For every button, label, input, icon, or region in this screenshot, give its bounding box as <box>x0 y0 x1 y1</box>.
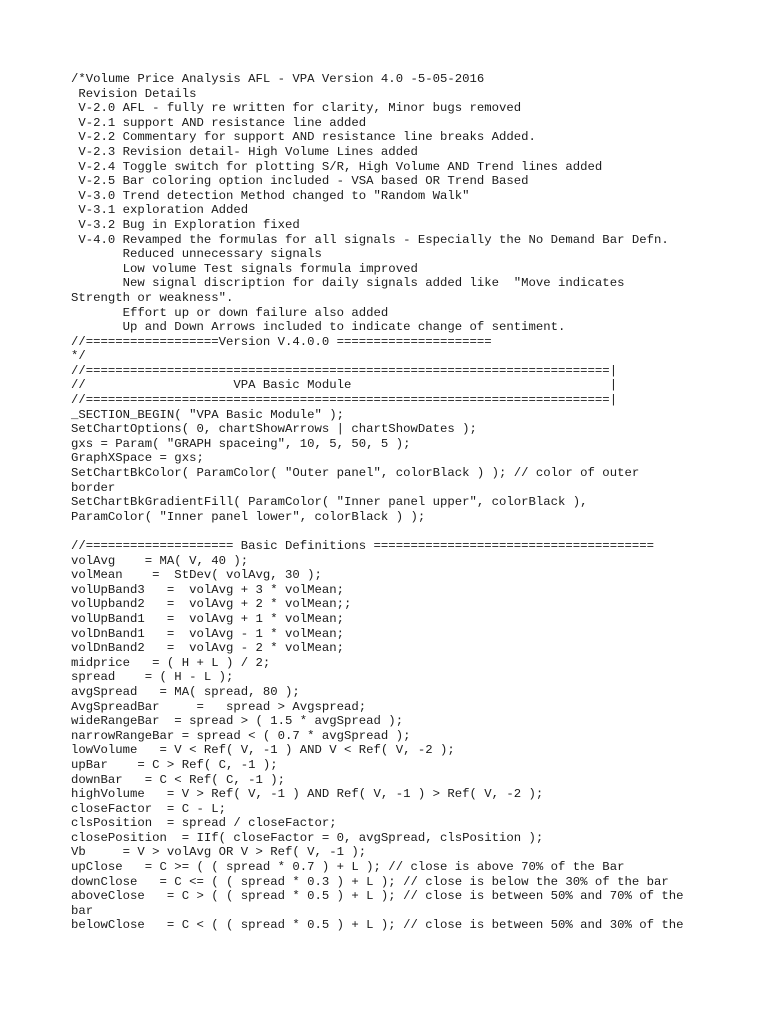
code-line: V-3.1 exploration Added <box>71 203 249 218</box>
code-line: midprice = ( H + L ) / 2; <box>71 655 271 670</box>
code-line: SetChartOptions( 0, chartShowArrows | chartShowDates ); <box>71 422 477 437</box>
code-line: downClose = C <= ( ( spread * 0.3 ) + L ); // close is below the 30% of the bar <box>71 874 669 889</box>
code-line: volUpBand3 = volAvg + 3 * volMean; <box>71 582 345 597</box>
code-line: V-2.1 support AND resistance line added <box>71 115 367 130</box>
code-line: AvgSpreadBar = spread > Avgspread; <box>71 699 367 714</box>
code-line: Vb = V > volAvg OR V > Ref( V, -1 ); <box>71 845 367 860</box>
code-line: bar <box>71 903 94 918</box>
code-line: // VPA Basic Module | <box>71 378 618 393</box>
code-line: V-2.4 Toggle switch for plotting S/R, High Volume AND Trend lines added <box>71 159 603 174</box>
code-line: SetChartBkColor( ParamColor( "Outer panel", colorBlack ) ); // color of outer <box>71 466 640 481</box>
code-line: volDnBand2 = volAvg - 2 * volMean; <box>71 641 345 656</box>
code-line: Strength or weakness". <box>71 290 234 305</box>
code-line: //==================== Basic Definitions ====================================== <box>71 539 654 553</box>
code-line: /*Volume Price Analysis AFL - VPA Version 4.0 -5-05-2016 <box>71 72 485 86</box>
code-line: upClose = C >= ( ( spread * 0.7 ) + L ); // close is above 70% of the Bar <box>71 860 625 875</box>
code-line: GraphXSpace = gxs; <box>71 451 204 466</box>
code-line: lowVolume = V < Ref( V, -1 ) AND V < Ref( V, -2 ); <box>71 743 455 758</box>
code-line: ParamColor( "Inner panel lower", colorBlack ) ); <box>71 509 426 524</box>
code-line: volUpband2 = volAvg + 2 * volMean;; <box>71 597 352 612</box>
code-line: aboveClose = C > ( ( spread * 0.5 ) + L ); // close is between 50% and 70% of the <box>71 889 684 904</box>
code-line: clsPosition = spread / closeFactor; <box>71 816 337 831</box>
code-line: V-4.0 Revamped the formulas for all signals - Especially the No Demand Bar Defn. <box>71 232 669 247</box>
code-line: New signal discription for daily signals added like "Move indicates <box>71 276 625 291</box>
code-line: */ <box>71 349 86 364</box>
code-line <box>71 524 751 539</box>
code-line: V-2.0 AFL - fully re written for clarity, Minor bugs removed <box>71 101 522 116</box>
code-listing <box>71 72 751 933</box>
code-line: highVolume = V > Ref( V, -1 ) AND Ref( V, -1 ) > Ref( V, -2 ); <box>71 787 544 802</box>
code-line: wideRangeBar = spread > ( 1.5 * avgSpread ); <box>71 714 404 729</box>
code-line: V-3.0 Trend detection Method changed to "Random Walk" <box>71 188 470 203</box>
code-line: V-2.5 Bar coloring option included - VSA based OR Trend Based <box>71 174 529 189</box>
code-line: volMean = StDev( volAvg, 30 ); <box>71 568 322 583</box>
code-line: Revision Details <box>71 86 197 101</box>
code-line: upBar = C > Ref( C, -1 ); <box>71 757 278 772</box>
code-line: closePosition = IIf( closeFactor = 0, avgSpread, clsPosition ); <box>71 830 544 845</box>
code-line: border <box>71 480 116 495</box>
code-line: //=======================================================================| <box>71 363 618 378</box>
code-line: V-2.2 Commentary for support AND resistance line breaks Added. <box>71 130 536 145</box>
code-line: volUpBand1 = volAvg + 1 * volMean; <box>71 611 345 626</box>
code-line: downBar = C < Ref( C, -1 ); <box>71 772 286 787</box>
code-line: narrowRangeBar = spread < ( 0.7 * avgSpread ); <box>71 728 411 743</box>
code-line: //=======================================================================| <box>71 393 618 408</box>
code-line: Up and Down Arrows included to indicate change of sentiment. <box>71 320 566 335</box>
code-line: V-3.2 Bug in Exploration fixed <box>71 217 300 232</box>
code-line: gxs = Param( "GRAPH spaceing", 10, 5, 50, 5 ); <box>71 436 411 451</box>
code-line: SetChartBkGradientFill( ParamColor( "Inner panel upper", colorBlack ), <box>71 495 588 510</box>
code-line: _SECTION_BEGIN( "VPA Basic Module" ); <box>71 407 345 422</box>
code-line: spread = ( H - L ); <box>71 670 234 685</box>
code-line: avgSpread = MA( spread, 80 ); <box>71 684 300 699</box>
code-line: Effort up or down failure also added <box>71 305 389 320</box>
code-line: Low volume Test signals formula improved <box>71 261 418 276</box>
code-line: volAvg = MA( V, 40 ); <box>71 553 249 568</box>
code-line: //==================Version V.4.0.0 ===================== <box>71 334 492 349</box>
code-line: volDnBand1 = volAvg - 1 * volMean; <box>71 626 345 641</box>
code-line: Reduced unnecessary signals <box>71 247 322 262</box>
code-line: closeFactor = C - L; <box>71 801 226 816</box>
code-line: belowClose = C < ( ( spread * 0.5 ) + L ); // close is between 50% and 30% of the <box>71 918 684 933</box>
code-line: V-2.3 Revision detail- High Volume Lines added <box>71 144 418 159</box>
